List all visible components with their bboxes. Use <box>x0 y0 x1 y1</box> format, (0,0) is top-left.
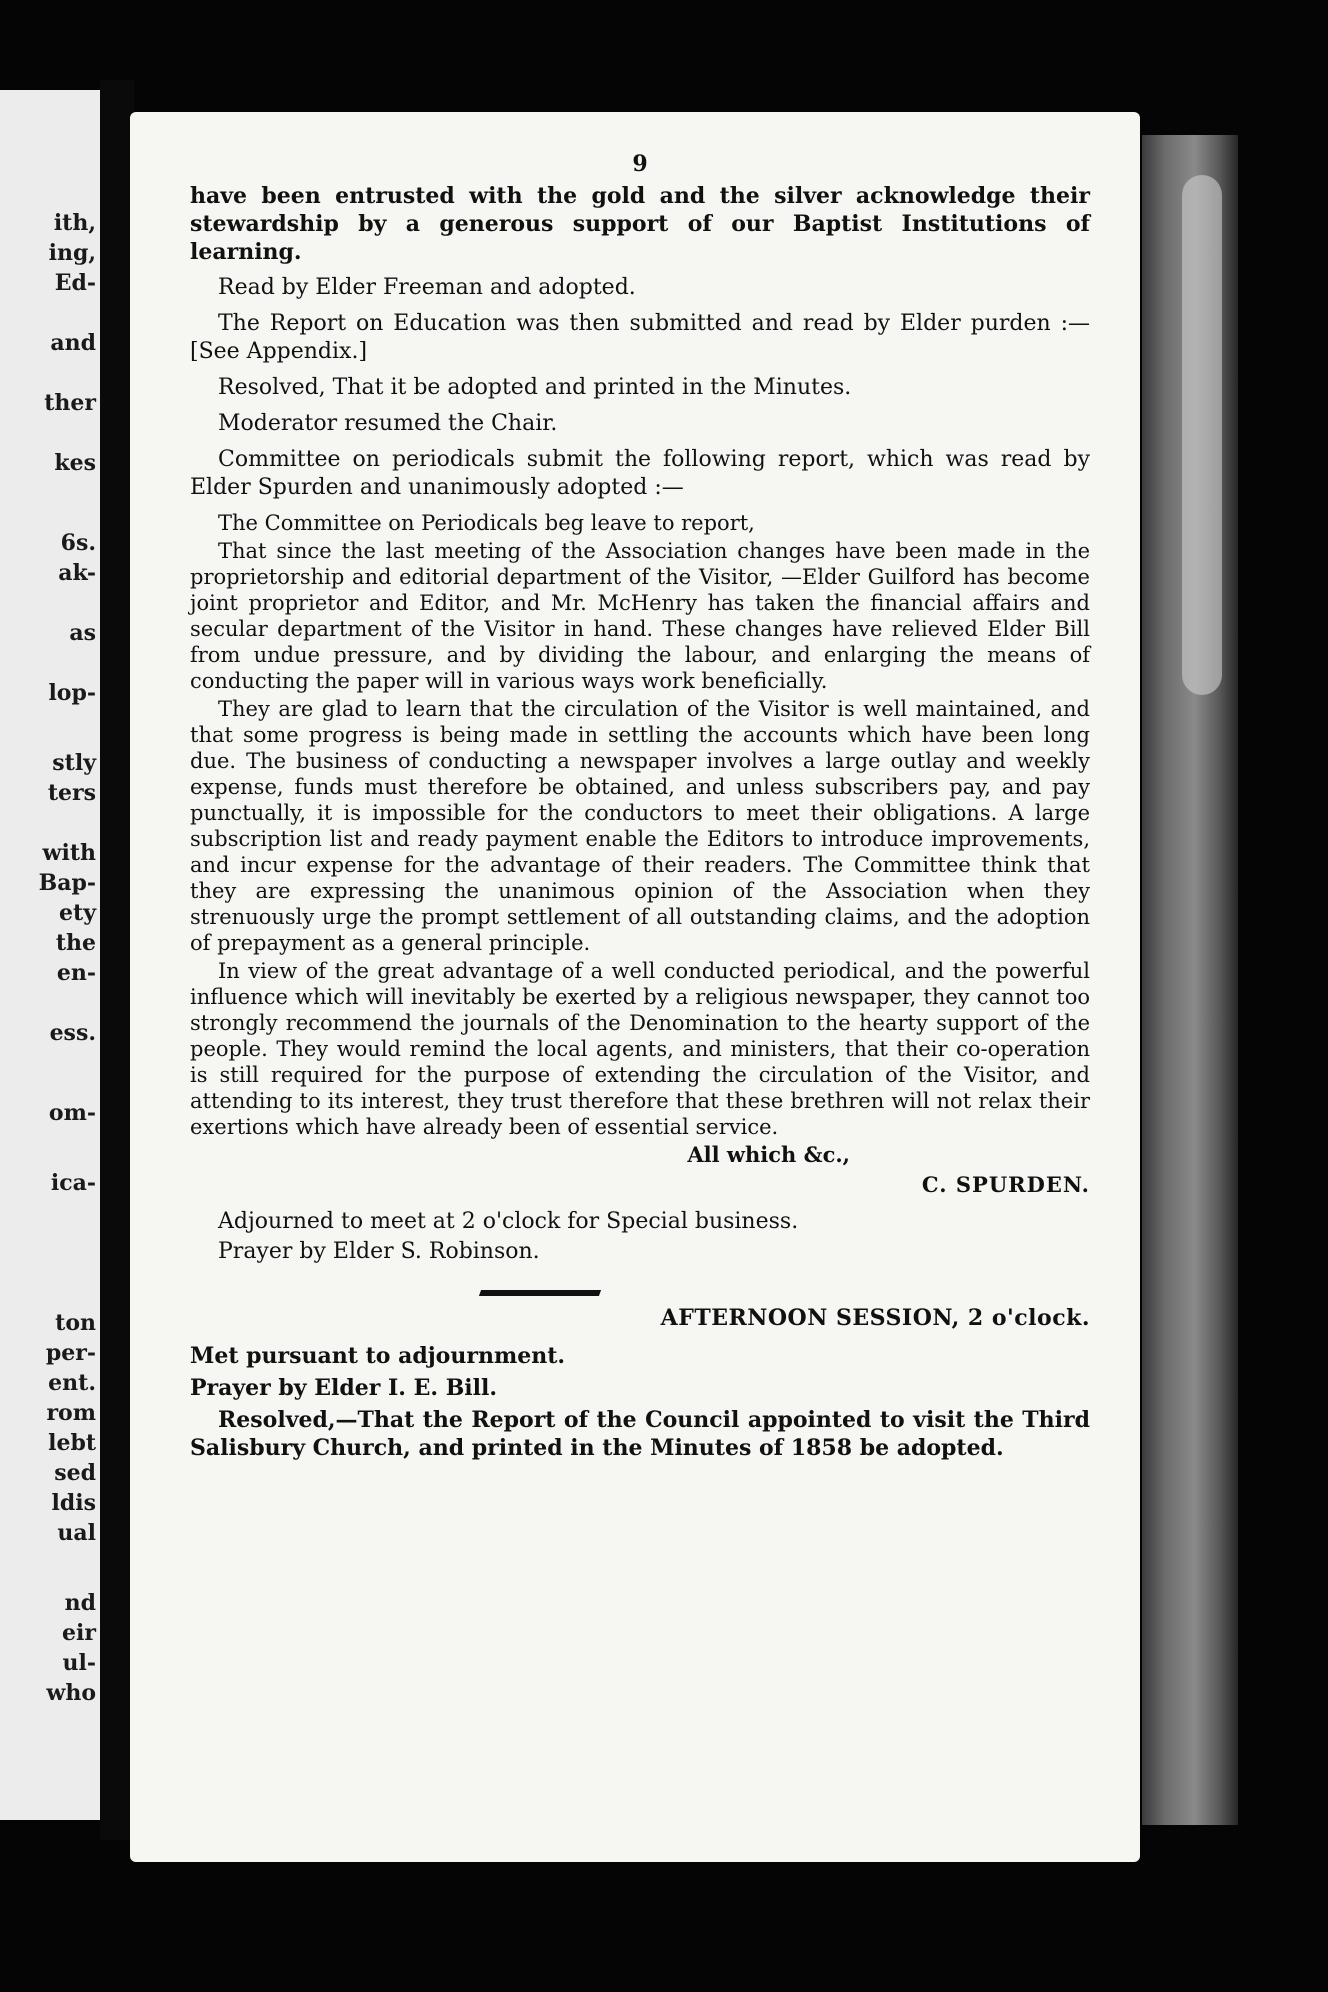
facing-page-text-fragment: and <box>50 330 96 356</box>
report-paragraph-3: In view of the great advantage of a well conducted periodical, and the powerful influence which will inevitably be exerted by a religious newspaper, they cannot too strongly recommend the journals of the Denomination to the hearty support of the people. They would remind the local agents, and ministers, that their co-operation is still required for the purpose of extending the circulation of the Visitor, and attending to its interest, they trust therefore that these brethren will not relax their exertions which have already been of essential service. <box>190 959 1090 1139</box>
facing-page-text-fragment: om- <box>48 1100 96 1126</box>
page-text <box>190 150 1090 1466</box>
facing-page-text-fragment: sed <box>54 1460 96 1486</box>
paragraph-education-report: The Report on Education was then submitted and read by Elder purden :—[See Appendix.] <box>190 311 1090 364</box>
paragraph-committee-periodicals: Committee on periodicals submit the following report, which was read by Elder Spurden and unanimously adopted :— <box>190 447 1090 500</box>
report-signature: C. SPURDEN. <box>921 1172 1090 1197</box>
paragraph-stewardship: have been entrusted with the gold and the silver acknowledge their stewardship by a generous support of our Baptist Institutions of learning. <box>190 183 1090 265</box>
periodicals-report <box>190 510 1090 1198</box>
adjourned-line: Adjourned to meet at 2 o'clock for Special business. <box>218 1209 799 1234</box>
afternoon-session-heading: AFTERNOON SESSION, 2 o'clock. <box>660 1305 1090 1331</box>
facing-page-text-fragment: ing, <box>48 240 96 266</box>
facing-page-text-fragment: per- <box>45 1340 96 1366</box>
paragraph-read-freeman: Read by Elder Freeman and adopted. <box>218 275 636 300</box>
facing-page-text-fragment: 6s. <box>60 530 96 556</box>
paragraph-resolved-adopted: Resolved, That it be adopted and printed in the Minutes. <box>218 375 852 400</box>
facing-page-fragment <box>0 90 100 1820</box>
met-pursuant: Met pursuant to adjournment. <box>190 1343 566 1369</box>
facing-page-text-fragment: stly <box>52 750 96 776</box>
paragraph-moderator: Moderator resumed the Chair. <box>218 411 558 436</box>
facing-page-text-fragment: as <box>69 620 96 646</box>
book-gutter <box>100 80 134 1840</box>
facing-page-text-fragment: with <box>42 840 96 866</box>
facing-page-text-fragment: ety <box>59 900 96 926</box>
facing-page-text-fragment: Ed- <box>54 270 96 296</box>
resolved-council: Resolved,—That the Report of the Council appointed to visit the Third Salisbury Church, and printed in the Minutes of 1858 be adopted. <box>190 1407 1090 1461</box>
facing-page-text-fragment: ak- <box>58 560 96 586</box>
facing-page-text-fragment: ters <box>47 780 96 806</box>
facing-page-text-fragment: ul- <box>62 1650 96 1676</box>
facing-page-text-fragment: who <box>46 1680 96 1706</box>
facing-page-text-fragment: ual <box>57 1520 96 1546</box>
report-closing: All which &c., <box>687 1142 850 1167</box>
facing-page-text-fragment: the <box>55 930 96 956</box>
facing-page-text-fragment: ton <box>55 1310 96 1336</box>
facing-page-text-fragment: ith, <box>53 210 96 236</box>
facing-page-text-fragment: Bap- <box>38 870 96 896</box>
facing-page-text-fragment: ldis <box>51 1490 96 1516</box>
facing-page-text-fragment: lebt <box>48 1430 96 1456</box>
facing-page-text-fragment: ica- <box>50 1170 96 1196</box>
facing-page-text-fragment: eir <box>62 1620 96 1646</box>
section-divider <box>479 1290 601 1296</box>
report-opening: The Committee on Periodicals beg leave to report, <box>218 511 755 535</box>
report-paragraph-1: That since the last meeting of the Association changes have been made in the proprietorship and editorial department of the Visitor, —Elder Guilford has become joint proprietor and Editor, and Mr. McHenry has taken the financial affairs and secular department of the Visitor in hand. These changes have relieved Elder Bill from undue pressure, and by dividing the labour, and enlarging the means of conducting the paper will in various ways work beneficially. <box>190 539 1090 693</box>
facing-page-text-fragment: rom <box>46 1400 96 1426</box>
facing-page-text-fragment: ent. <box>48 1370 96 1396</box>
facing-page-text-fragment: nd <box>64 1590 96 1616</box>
prayer-robinson: Prayer by Elder S. Robinson. <box>218 1239 540 1264</box>
facing-page-text-fragment: kes <box>54 450 96 476</box>
prayer-bill: Prayer by Elder I. E. Bill. <box>190 1375 498 1401</box>
page-number: 9 <box>632 151 648 177</box>
report-paragraph-2: They are glad to learn that the circulation of the Visitor is well maintained, and that some progress is being made in settling the accounts which have been long due. The business of conducting a newspaper involves a large outlay and weekly expense, funds must therefore be obtained, and unless subscribers pay, and pay punctually, it is impossible for the conductors to meet their obligations. A large subscription list and ready payment enable the Editors to introduce improvements, and incur expense for the advantage of their readers. The Committee think that they are expressing the unanimous opinion of the Association when they strenuously urge the prompt settlement of all outstanding claims, and the adoption of prepayment as a general principle. <box>190 697 1090 955</box>
page-edges <box>1142 135 1238 1825</box>
facing-page-text-fragment: lop- <box>48 680 96 706</box>
afternoon-minutes <box>190 1342 1090 1462</box>
facing-page-text-fragment: ess. <box>49 1020 96 1046</box>
facing-page-text-fragment: ther <box>44 390 96 416</box>
facing-page-text-fragment: en- <box>56 960 96 986</box>
